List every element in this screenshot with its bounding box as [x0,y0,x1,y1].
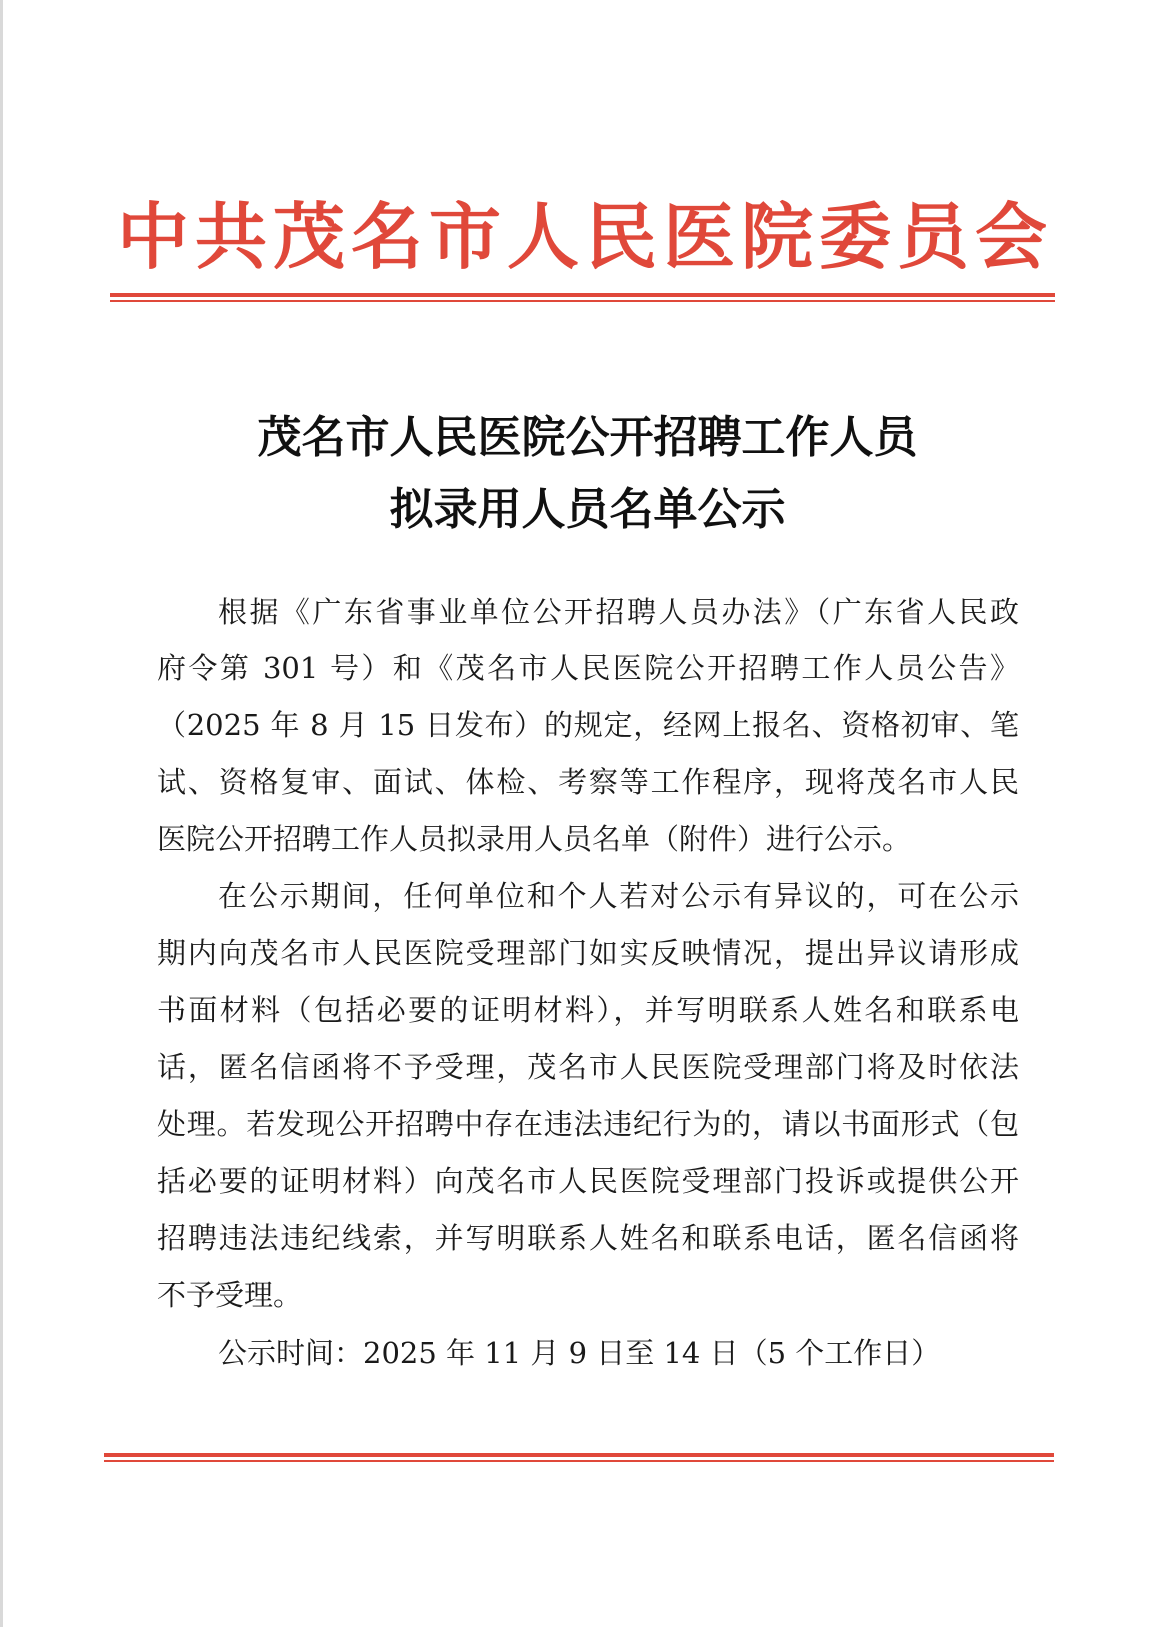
paragraph-1-line-5: 医院公开招聘工作人员拟录用人员名单（附件）进行公示。 [157,822,912,856]
document-title-line-1: 茂名市人民医院公开招聘工作人员 [257,412,918,463]
paragraph-1-line-3: （2025 年 8 月 15 日发布）的规定，经网上报名、资格初审、笔 [157,708,1019,742]
paragraph-2-line-7: 招聘违法违纪线索，并写明联系人姓名和联系电话，匿名信函将 [157,1221,1019,1255]
header-divider [110,293,1055,302]
footer-divider-thick [104,1453,1054,1457]
document-title-line-2: 拟录用人员名单公示 [389,484,786,535]
organization-header: 中共茂名市人民医院委员会 [116,195,1053,279]
paragraph-2-line-5: 处理。若发现公开招聘中存在违法违纪行为的，请以书面形式（包 [157,1107,1019,1141]
paragraph-2-line-4: 话，匿名信函将不予受理，茂名市人民医院受理部门将及时依法 [157,1050,1019,1084]
header-divider-thick [110,293,1055,297]
paragraph-2-line-6: 括必要的证明材料）向茂名市人民医院受理部门投诉或提供公开 [157,1164,1019,1198]
footer-divider-thin [104,1460,1054,1462]
paragraph-1-line-2: 府令第 301 号）和《茂名市人民医院公开招聘工作人员公告》 [157,651,1019,685]
paragraph-1-line-4: 试、资格复审、面试、体检、考察等工作程序，现将茂名市人民 [157,765,1019,799]
page-edge [0,0,3,1627]
paragraph-1-line-1: 根据《广东省事业单位公开招聘人员办法》（广东省人民政 [218,595,1019,629]
paragraph-2-line-3: 书面材料（包括必要的证明材料），并写明联系人姓名和联系电 [157,993,1019,1027]
header-divider-thin [110,300,1055,302]
paragraph-2-line-2: 期内向茂名市人民医院受理部门如实反映情况，提出异议请形成 [157,936,1019,970]
paragraph-2-line-8: 不予受理。 [157,1278,303,1312]
publicity-period: 公示时间：2025 年 11 月 9 日至 14 日（5 个工作日） [218,1336,941,1370]
paragraph-2-line-1: 在公示期间，任何单位和个人若对公示有异议的，可在公示 [218,879,1019,913]
footer-divider [104,1453,1054,1462]
